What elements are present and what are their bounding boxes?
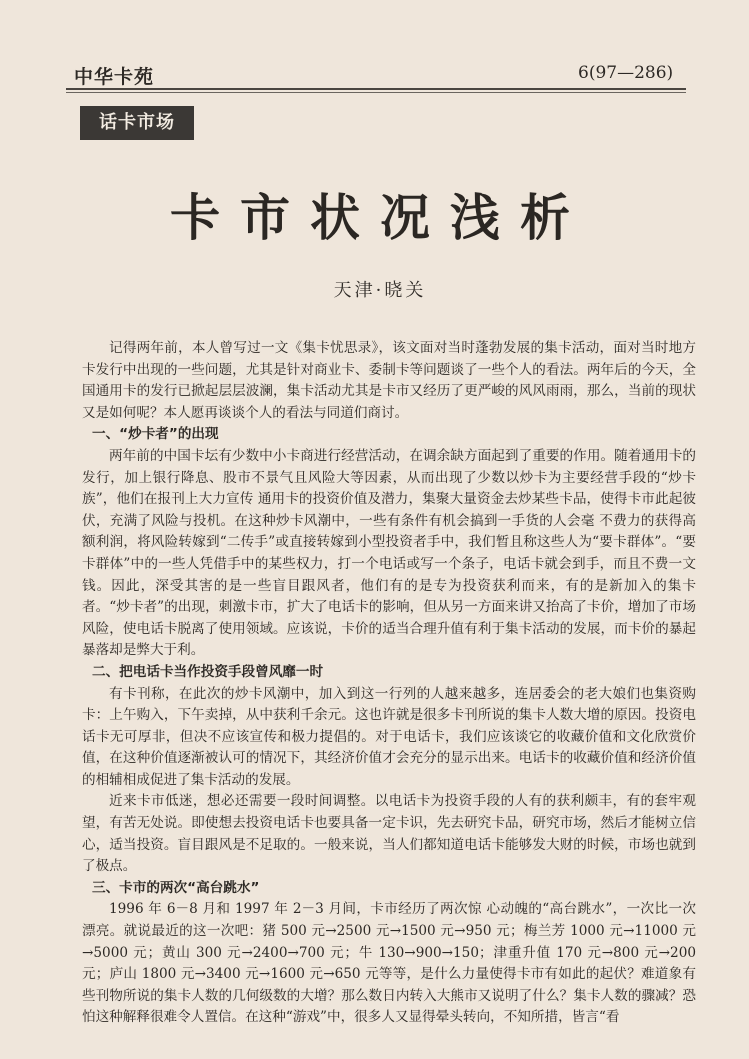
article-author: 天津·晓关 bbox=[333, 280, 427, 301]
paragraph: 两年前的中国卡坛有少数中小卡商进行经营活动，在调余缺方面起到了重要的作用。随着通用卡的发行，加上银行降息、股市不景气且风险大等因素，从而出现了少数以炒卡为主要经营手段的“炒卡族”，他们在报刊上大力宣传 通用卡的投资价值及潜力，集聚大量资金去炒某些卡品，使得卡市此起彼伏，充满了风险与投机。在这种炒卡风潮中，一些有条件有机会搞到一手货的人会毫 不费力的获得高额利润，将风险转嫁到“二传手”或直接转嫁到小型投资者手中，我们暂且称这些人为“要卡群体”。“要卡群体”中的一些人凭借手中的某些权力，打一个电话或写一个条子，电话卡就会到手，而且不费一文钱。因此，深受其害的是一些盲目跟风者，他们有的是专为投资获利而来，有的是新加入的集卡者。“炒卡者”的出现，刺激卡市，扩大了电话卡的影响，但从另一方面来讲又抬高了卡价，增加了市场风险，使电话卡脱离了使用领域。应该说，卡价的适当合理升值有利于集卡活动的发展，而卡价的暴起暴落却是弊大于利。 bbox=[82, 447, 696, 659]
article-body bbox=[82, 338, 696, 1029]
section-heading: 一、“炒卡者”的出现 bbox=[92, 426, 219, 443]
magazine-name: 中华卡苑 bbox=[74, 66, 155, 88]
paragraph: 有卡刊称，在此次的炒卡风潮中，加入到这一行列的人越来越多，连居委会的老大娘们也集资购卡：上午购入，下午卖掉，从中获利千余元。这也许就是很多卡刊所说的集卡人数大增的原因。投资电话卡无可厚非，但决不应该宣传和极力提倡的。对于电话卡，我们应该谈它的收藏价值和文化欣赏价值，在这种价值逐渐被认可的情况下，其经济价值才会充分的显示出来。电话卡的收藏价值和经济价值的相辅相成促进了集卡活动的发展。 bbox=[82, 685, 696, 788]
header-rule-thin bbox=[66, 92, 686, 93]
paragraph: 记得两年前，本人曾写过一文《集卡忧思录》，该文面对当时蓬勃发展的集卡活动，面对当时地方卡发行中出现的一些问题，尤其是针对商业卡、委制卡等问题谈了一些个人的看法。两年后的今天，全国通用卡的发行已掀起层层波澜，集卡活动尤其是卡市又经历了更严峻的风风雨雨，那么，当前的现状又是如何呢？本人愿再谈谈个人的看法与同道们商讨。 bbox=[82, 340, 696, 421]
paragraph: 1996 年 6－8 月和 1997 年 2－3 月间，卡市经历了两次惊 心动魄的“高台跳水”，一次比一次漂亮。就说最近的这一次吧：猪 500 元→2500 元→1500 元→950 元；梅兰芳 1000 元→11000 元→5000 元；黄山 300 元→2400→700 元；牛 130→900→150；津重升值 170 元→800 元→200 元；庐山 1800 元→3400 元→1600 元→650 元等等，是什么力量使得卡市有如此的起伏？难道象有些刊物所说的集卡人数的几何级数的大增？那么数日内转入大熊市又说明了什么？集卡人数的骤减？恐怕这种解释很难令人置信。在这种“游戏”中，很多人又显得晕头转向，不知所措，皆言“看 bbox=[82, 901, 696, 1026]
article-title: 卡市状况浅析 bbox=[170, 189, 590, 247]
header-rule bbox=[66, 88, 686, 90]
issue-number: 6(97—286) bbox=[578, 63, 674, 83]
column-tag: 话卡市场 bbox=[80, 106, 194, 140]
section-heading: 二、把电话卡当作投资手段曾风靡一时 bbox=[92, 663, 324, 680]
section-heading: 三、卡市的两次“高台跳水” bbox=[92, 879, 260, 896]
paragraph: 近来卡市低迷，想必还需要一段时间调整。以电话卡为投资手段的人有的获利颇丰，有的套牢观望，有苦无处说。即使想去投资电话卡也要具备一定卡识，先去研究卡品，研究市场，然后才能树立信心，适当投资。盲目跟风是不足取的。一般来说，当人们都知道电话卡能够发大财的时候，市场也就到了极点。 bbox=[82, 793, 696, 875]
